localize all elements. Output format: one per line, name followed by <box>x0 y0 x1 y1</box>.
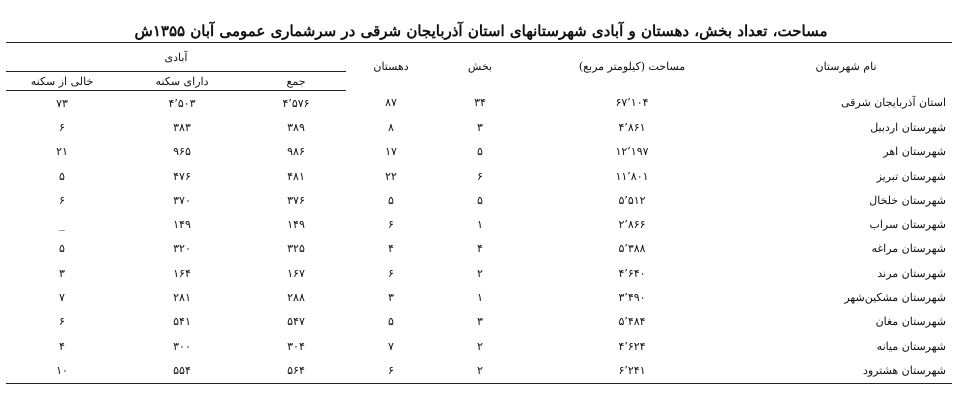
cell-area: ۵٬۳۸۸ <box>618 242 646 256</box>
cell-total: ۳۸۹ <box>287 120 305 134</box>
header-name: نام شهرستان <box>740 43 952 91</box>
cell-name: شهرستان مرند <box>877 266 947 280</box>
cell-total: ۳۲۵ <box>287 242 305 256</box>
table-row <box>6 285 952 309</box>
cell-dehestan: ۲۲ <box>385 169 397 183</box>
cell-inhabited: ۴٬۵۰۳ <box>168 96 196 110</box>
cell-bakhsh: ۳ <box>477 315 483 329</box>
cell-inhabited: ۱۴۹ <box>173 218 191 232</box>
table-row <box>6 310 952 334</box>
cell-total: ۴۸۱ <box>287 169 305 183</box>
cell-name: شهرستان مراغه <box>871 242 947 256</box>
cell-inhabited: ۴۷۶ <box>173 169 191 183</box>
header-abadi: آبادی <box>6 43 346 72</box>
census-table <box>6 42 952 384</box>
cell-dehestan: ۸ <box>388 120 394 134</box>
table-row <box>6 334 952 358</box>
cell-total: ۳۰۴ <box>287 339 305 353</box>
cell-total: ۳۷۶ <box>287 193 305 207</box>
cell-empty: ۷۳ <box>56 96 68 110</box>
header-empty: خالی از سکنه <box>6 72 118 91</box>
table-row <box>6 237 952 261</box>
table-row <box>6 188 952 212</box>
cell-dehestan: ۶ <box>388 266 394 280</box>
cell-dehestan: ۱۷ <box>385 145 397 159</box>
cell-area: ۴٬۸۶۱ <box>618 120 646 134</box>
cell-dehestan: ۳ <box>388 291 394 305</box>
header-dehestan: دهستان <box>346 43 436 91</box>
cell-dehestan: ۵ <box>388 315 394 329</box>
cell-dehestan: ۵ <box>388 193 394 207</box>
table-row <box>6 358 952 383</box>
table-row <box>6 212 952 236</box>
cell-empty: ۵ <box>59 242 65 256</box>
cell-empty: ۷ <box>59 291 65 305</box>
cell-inhabited: ۱۶۴ <box>173 266 191 280</box>
cell-dehestan: ۷ <box>388 339 394 353</box>
cell-inhabited: ۵۴۱ <box>173 315 191 329</box>
table-body <box>6 91 952 384</box>
cell-name: شهرستان اهر <box>883 145 947 159</box>
cell-name: شهرستان هشترود <box>740 358 952 383</box>
cell-empty: ۶ <box>59 193 65 207</box>
cell-name: شهرستان سراب <box>869 218 947 232</box>
cell-area: ۱۲٬۱۹۷ <box>615 145 649 159</box>
cell-bakhsh: ۶ <box>477 169 483 183</box>
cell-name: استان آذربایجان شرقی <box>841 96 947 110</box>
table-row <box>6 261 952 285</box>
cell-empty: ۴ <box>59 339 65 353</box>
cell-bakhsh: ۲ <box>477 266 483 280</box>
cell-inhabited: ۵۵۴ <box>118 358 246 383</box>
cell-total: ۵۶۴ <box>246 358 346 383</box>
cell-area: ۵٬۵۱۲ <box>618 193 646 207</box>
cell-bakhsh: ۲ <box>436 358 524 383</box>
cell-inhabited: ۳۲۰ <box>173 242 191 256</box>
cell-empty: ۳ <box>59 266 65 280</box>
cell-area: ۶۷٬۱۰۴ <box>615 96 649 110</box>
cell-total: ۵۴۷ <box>287 315 305 329</box>
cell-empty: _ <box>59 218 65 232</box>
cell-name: شهرستان اردبیل <box>870 120 947 134</box>
cell-empty: ۱۰ <box>6 358 118 383</box>
cell-empty: ۶ <box>59 315 65 329</box>
cell-name: شهرستان مغان <box>875 315 947 329</box>
cell-area: ۳٬۴۹۰ <box>618 291 646 305</box>
cell-bakhsh: ۳۴ <box>474 96 486 110</box>
cell-dehestan: ۶ <box>346 358 436 383</box>
cell-area: ۵٬۴۸۴ <box>618 315 646 329</box>
header-area: مساحت (کیلومتر مربع) <box>524 43 740 91</box>
table-row <box>6 140 952 164</box>
cell-empty: ۲۱ <box>56 145 68 159</box>
cell-total: ۹۸۶ <box>287 145 305 159</box>
cell-name: شهرستان میانه <box>876 339 947 353</box>
header-inhabited: دارای سکنه <box>118 72 246 91</box>
table-row <box>6 91 952 116</box>
cell-inhabited: ۹۶۵ <box>173 145 191 159</box>
table-row <box>6 115 952 139</box>
cell-inhabited: ۲۸۱ <box>173 291 191 305</box>
cell-empty: ۵ <box>59 169 65 183</box>
cell-bakhsh: ۳ <box>477 120 483 134</box>
cell-empty: ۶ <box>59 120 65 134</box>
cell-bakhsh: ۴ <box>477 242 483 256</box>
cell-bakhsh: ۵ <box>477 193 483 207</box>
table-header <box>6 43 952 91</box>
cell-total: ۱۶۷ <box>287 266 305 280</box>
cell-area: ۴٬۶۲۴ <box>618 339 646 353</box>
cell-inhabited: ۳۰۰ <box>173 339 191 353</box>
cell-area: ۴٬۶۴۰ <box>618 266 646 280</box>
header-total: جمع <box>246 72 346 91</box>
cell-inhabited: ۳۷۰ <box>173 193 191 207</box>
cell-bakhsh: ۱ <box>477 218 483 232</box>
cell-area: ۲٬۸۶۶ <box>618 218 646 232</box>
cell-name: شهرستان مشکین‌شهر <box>844 291 947 305</box>
cell-dehestan: ۶ <box>388 218 394 232</box>
table-title: مساحت، تعداد بخش، دهستان و آبادی شهرستانهای استان آذربایجان شرقی در سرشماری عمومی آبان ۱۳۵۵ش <box>134 22 828 40</box>
cell-total: ۱۴۹ <box>287 218 305 232</box>
cell-area: ۱۱٬۸۰۱ <box>615 169 649 183</box>
cell-dehestan: ۴ <box>388 242 394 256</box>
cell-total: ۲۸۸ <box>287 291 305 305</box>
table-row <box>6 164 952 188</box>
header-bakhsh: بخش <box>436 43 524 91</box>
cell-area: ۶٬۲۴۱ <box>524 358 740 383</box>
cell-bakhsh: ۲ <box>477 339 483 353</box>
cell-dehestan: ۸۷ <box>385 96 397 110</box>
cell-bakhsh: ۵ <box>477 145 483 159</box>
cell-inhabited: ۳۸۳ <box>173 120 191 134</box>
cell-bakhsh: ۱ <box>477 291 483 305</box>
cell-total: ۴٬۵۷۶ <box>282 96 310 110</box>
cell-name: شهرستان خلخال <box>869 193 947 207</box>
cell-name: شهرستان تبریز <box>876 169 947 183</box>
